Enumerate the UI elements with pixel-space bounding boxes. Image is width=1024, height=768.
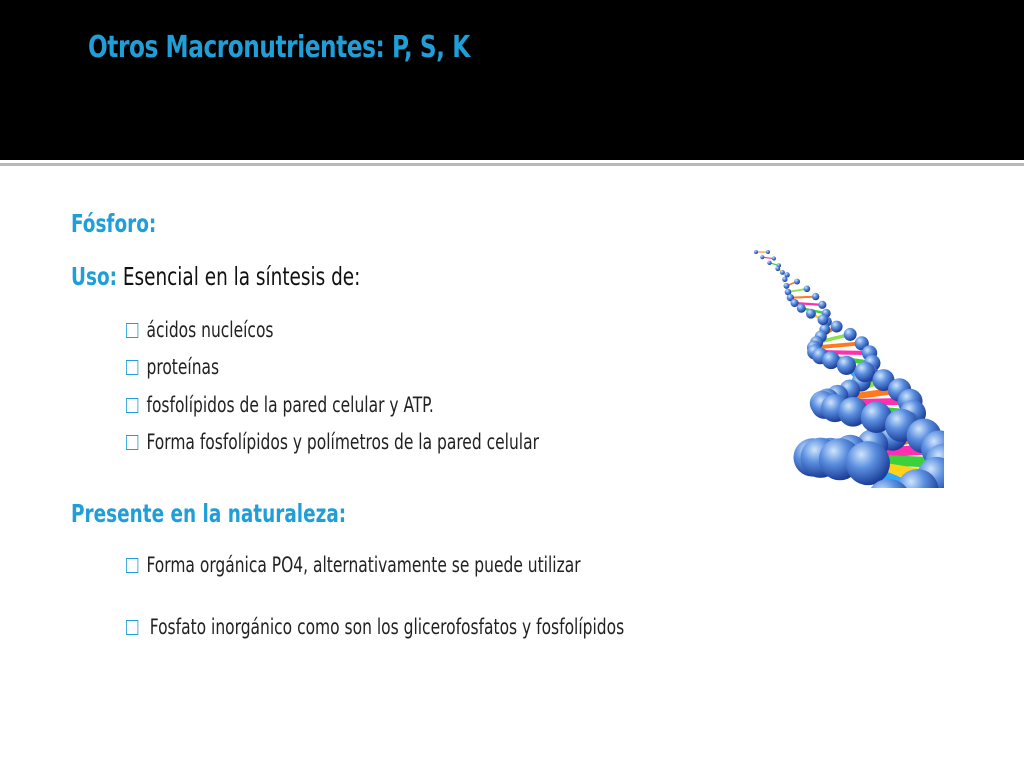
dna-sphere — [846, 441, 890, 485]
dna-sphere — [812, 293, 819, 300]
dna-rung — [790, 297, 815, 298]
dna-sphere — [775, 266, 780, 271]
dna-sphere — [766, 250, 770, 254]
dna-sphere — [818, 301, 826, 309]
dna-rung — [795, 303, 823, 305]
checkbox-square-icon — [126, 558, 138, 573]
dna-sphere — [780, 270, 785, 275]
uso-line — [71, 262, 360, 291]
dna-sphere — [818, 314, 829, 325]
list-item-text: Forma orgánica PO4, alternativamente se puede utilizar — [146, 553, 581, 577]
list-item-text: fosfolípidos de la pared celular y ATP. — [146, 393, 434, 417]
dna-sphere — [831, 321, 843, 333]
checkbox-square-icon — [126, 435, 138, 450]
checkbox-square-icon — [126, 620, 138, 635]
dna-helix-image — [712, 246, 944, 488]
list-item — [126, 318, 273, 342]
list-item-text: Fosfato inorgánico como son los glicerofosfatos y fosfolípidos — [149, 615, 625, 639]
dna-sphere — [794, 279, 800, 285]
dna-sphere — [767, 261, 771, 265]
section-heading-naturaleza: Presente en la naturaleza: — [71, 499, 347, 528]
checkbox-square-icon — [126, 323, 138, 338]
dna-sphere — [804, 285, 811, 292]
uso-label: Uso: — [71, 262, 118, 291]
list-item-text: proteínas — [146, 355, 220, 379]
list-item — [126, 430, 539, 454]
list-item-text: Forma fosfolípidos y polímetros de la pared celular — [146, 430, 539, 454]
dna-sphere — [797, 304, 806, 313]
dna-sphere — [754, 250, 758, 254]
dna-sphere — [790, 299, 798, 307]
dna-sphere — [854, 362, 875, 383]
dna-sphere — [806, 309, 816, 319]
checkbox-square-icon — [126, 360, 138, 375]
uso-text: Esencial en la síntesis de: — [117, 262, 361, 291]
dna-sphere — [784, 283, 790, 289]
section-heading-fosforo: Fósforo: — [71, 209, 157, 238]
list-item — [126, 553, 581, 577]
dna-sphere — [760, 255, 764, 259]
dna-sphere — [837, 356, 856, 375]
list-item-text: ácidos nucleícos — [146, 318, 274, 342]
slide-title: Otros Macronutrientes: P, S, K — [88, 30, 470, 65]
dna-sphere — [844, 328, 857, 341]
dna-sphere — [772, 256, 776, 260]
dna-sphere — [782, 277, 787, 282]
list-item — [126, 355, 219, 379]
checkbox-square-icon — [126, 398, 138, 413]
list-item — [126, 615, 624, 639]
list-item — [126, 393, 434, 417]
